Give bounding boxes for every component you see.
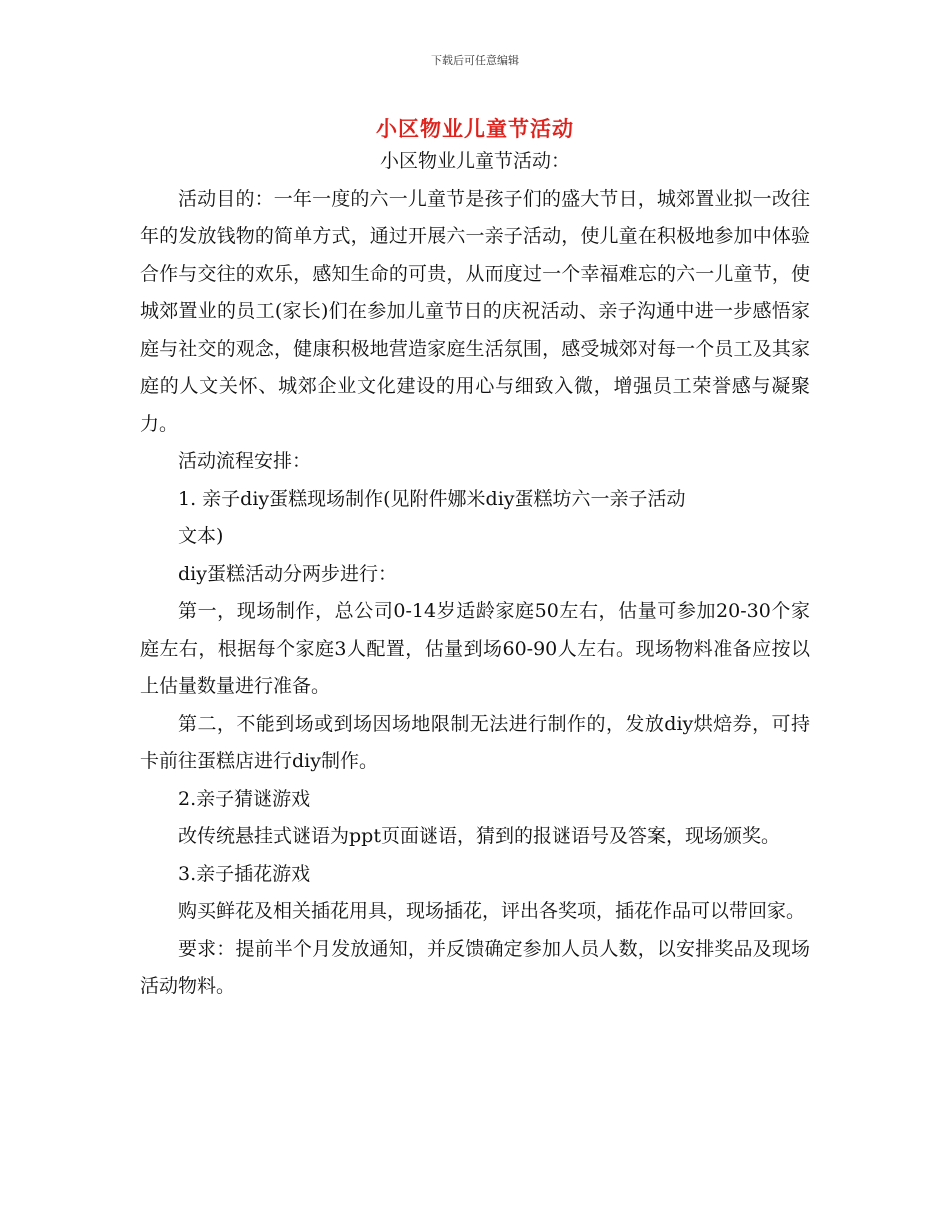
item2-heading: 2.亲子猜谜游戏 bbox=[178, 787, 311, 810]
step2-paragraph: 第二，不能到场或到场因场地限制无法进行制作的，发放diy烘焙券，可持卡前往蛋糕店进行diy制作。 bbox=[140, 712, 810, 772]
flow-heading: 活动流程安排： bbox=[178, 450, 312, 472]
header-note: 下载后可任意编辑 bbox=[431, 54, 519, 67]
item2-description: 改传统悬挂式谜语为ppt页面谜语，猜到的报谜语号及答案，现场颁奖。 bbox=[178, 825, 780, 847]
item3-heading: 3.亲子插花游戏 bbox=[178, 862, 311, 885]
item1-line2: 文本) bbox=[178, 525, 224, 547]
step1-paragraph: 第一，现场制作，总公司0-14岁适龄家庭50左右，估量可参加20-30个家庭左右，根据每个家庭3人配置，估量到场60-90人左右。现场物料准备应按以上估量数量进行准备。 bbox=[140, 600, 810, 697]
requirement-paragraph: 要求：提前半个月发放通知，并反馈确定参加人员人数，以安排奖品及现场活动物料。 bbox=[140, 937, 810, 997]
document-body bbox=[140, 143, 810, 1006]
item1-line1: 1. 亲子diy蛋糕现场制作(见附件娜米diy蛋糕坊六一亲子活动 bbox=[178, 487, 686, 510]
diy-steps-heading: diy蛋糕活动分两步进行： bbox=[178, 562, 397, 585]
subtitle: 小区物业儿童节活动： bbox=[379, 150, 570, 172]
document-title: 小区物业儿童节活动 bbox=[376, 116, 574, 141]
purpose-paragraph: 活动目的：一年一度的六一儿童节是孩子们的盛大节日，城郊置业拟一改往年的发放钱物的简单方式，通过开展六一亲子活动，使儿童在积极地参加中体验合作与交往的欢乐，感知生命的可贵，从而度过一个幸福难忘的六一儿童节，使城郊置业的员工(家长)们在参加儿童节日的庆祝活动、亲子沟通中进一步感悟家庭与社交的观念，健康积极地营造家庭生活氛围，感受城郊对每一个员工及其家庭的人文关怀、城郊企业文化建设的用心与细致入微，增强员工荣誉感与凝聚力。 bbox=[140, 187, 810, 435]
item3-description: 购买鲜花及相关插花用具，现场插花，评出各奖项，插花作品可以带回家。 bbox=[178, 900, 806, 922]
